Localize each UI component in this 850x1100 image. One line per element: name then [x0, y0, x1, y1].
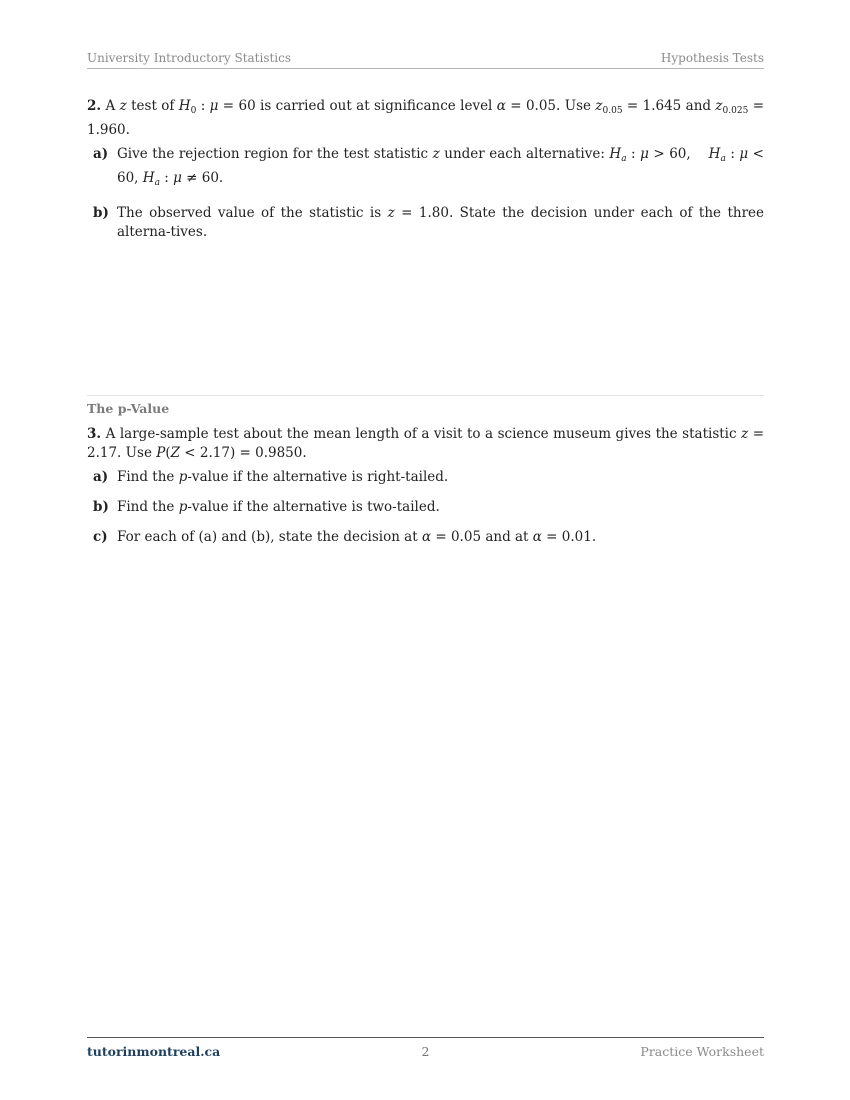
part-label: a) — [93, 469, 109, 485]
page-header — [87, 50, 764, 69]
problem-3-part-c: c) For each of (a) and (b), state the decision at α = 0.05 and at α = 0.01. — [93, 529, 597, 545]
part-label: a) — [93, 146, 109, 162]
page-footer — [87, 1037, 764, 1059]
problem-3-part-b: b) Find the p-value if the alternative is two-tailed. — [93, 499, 440, 515]
problem-3-number: 3. — [87, 426, 102, 442]
problem-2-part-a: a) Give the rejection region for the test statistic z under each alternative: $H_a$ : μ > 60, $H_a$ : μ < 60, $H_a$ : μ ≠ 60. — [93, 146, 764, 188]
problem-2 — [87, 97, 764, 242]
problem-3 — [87, 425, 764, 547]
problem-3-intro: 3. A large-sample test about the mean length of a visit to a science museum gives the statistic z = 2.17. Use P(Z < 2.17) = 0.9850. — [87, 426, 765, 461]
section-divider — [87, 395, 764, 396]
part-label: c) — [93, 529, 108, 545]
problem-2-intro: 2. A z test of $H_0$ : μ = 60 is carried out at significance level α = 0.05. Use $z_{0.05} = 1.645$ and $z_{0.025} = 1.960$. — [87, 98, 765, 138]
footer-document-title: Practice Worksheet — [640, 1044, 764, 1059]
part-label: b) — [93, 205, 109, 221]
problem-2-number: 2. — [87, 98, 102, 114]
problem-3-part-a: a) Find the p-value if the alternative is right-tailed. — [93, 469, 449, 485]
footer-site-link[interactable]: tutorinmontreal.ca — [87, 1044, 221, 1059]
header-topic-title: Hypothesis Tests — [660, 51, 764, 65]
footer-page-number: 2 — [421, 1044, 430, 1059]
part-label: b) — [93, 499, 109, 515]
problem-2-part-b: b) The observed value of the statistic is z = 1.80. State the decision under each of the three alterna-tives. — [93, 205, 764, 240]
header-course-title: University Introductory Statistics — [87, 51, 292, 65]
section-title: The p-Value — [87, 401, 170, 416]
